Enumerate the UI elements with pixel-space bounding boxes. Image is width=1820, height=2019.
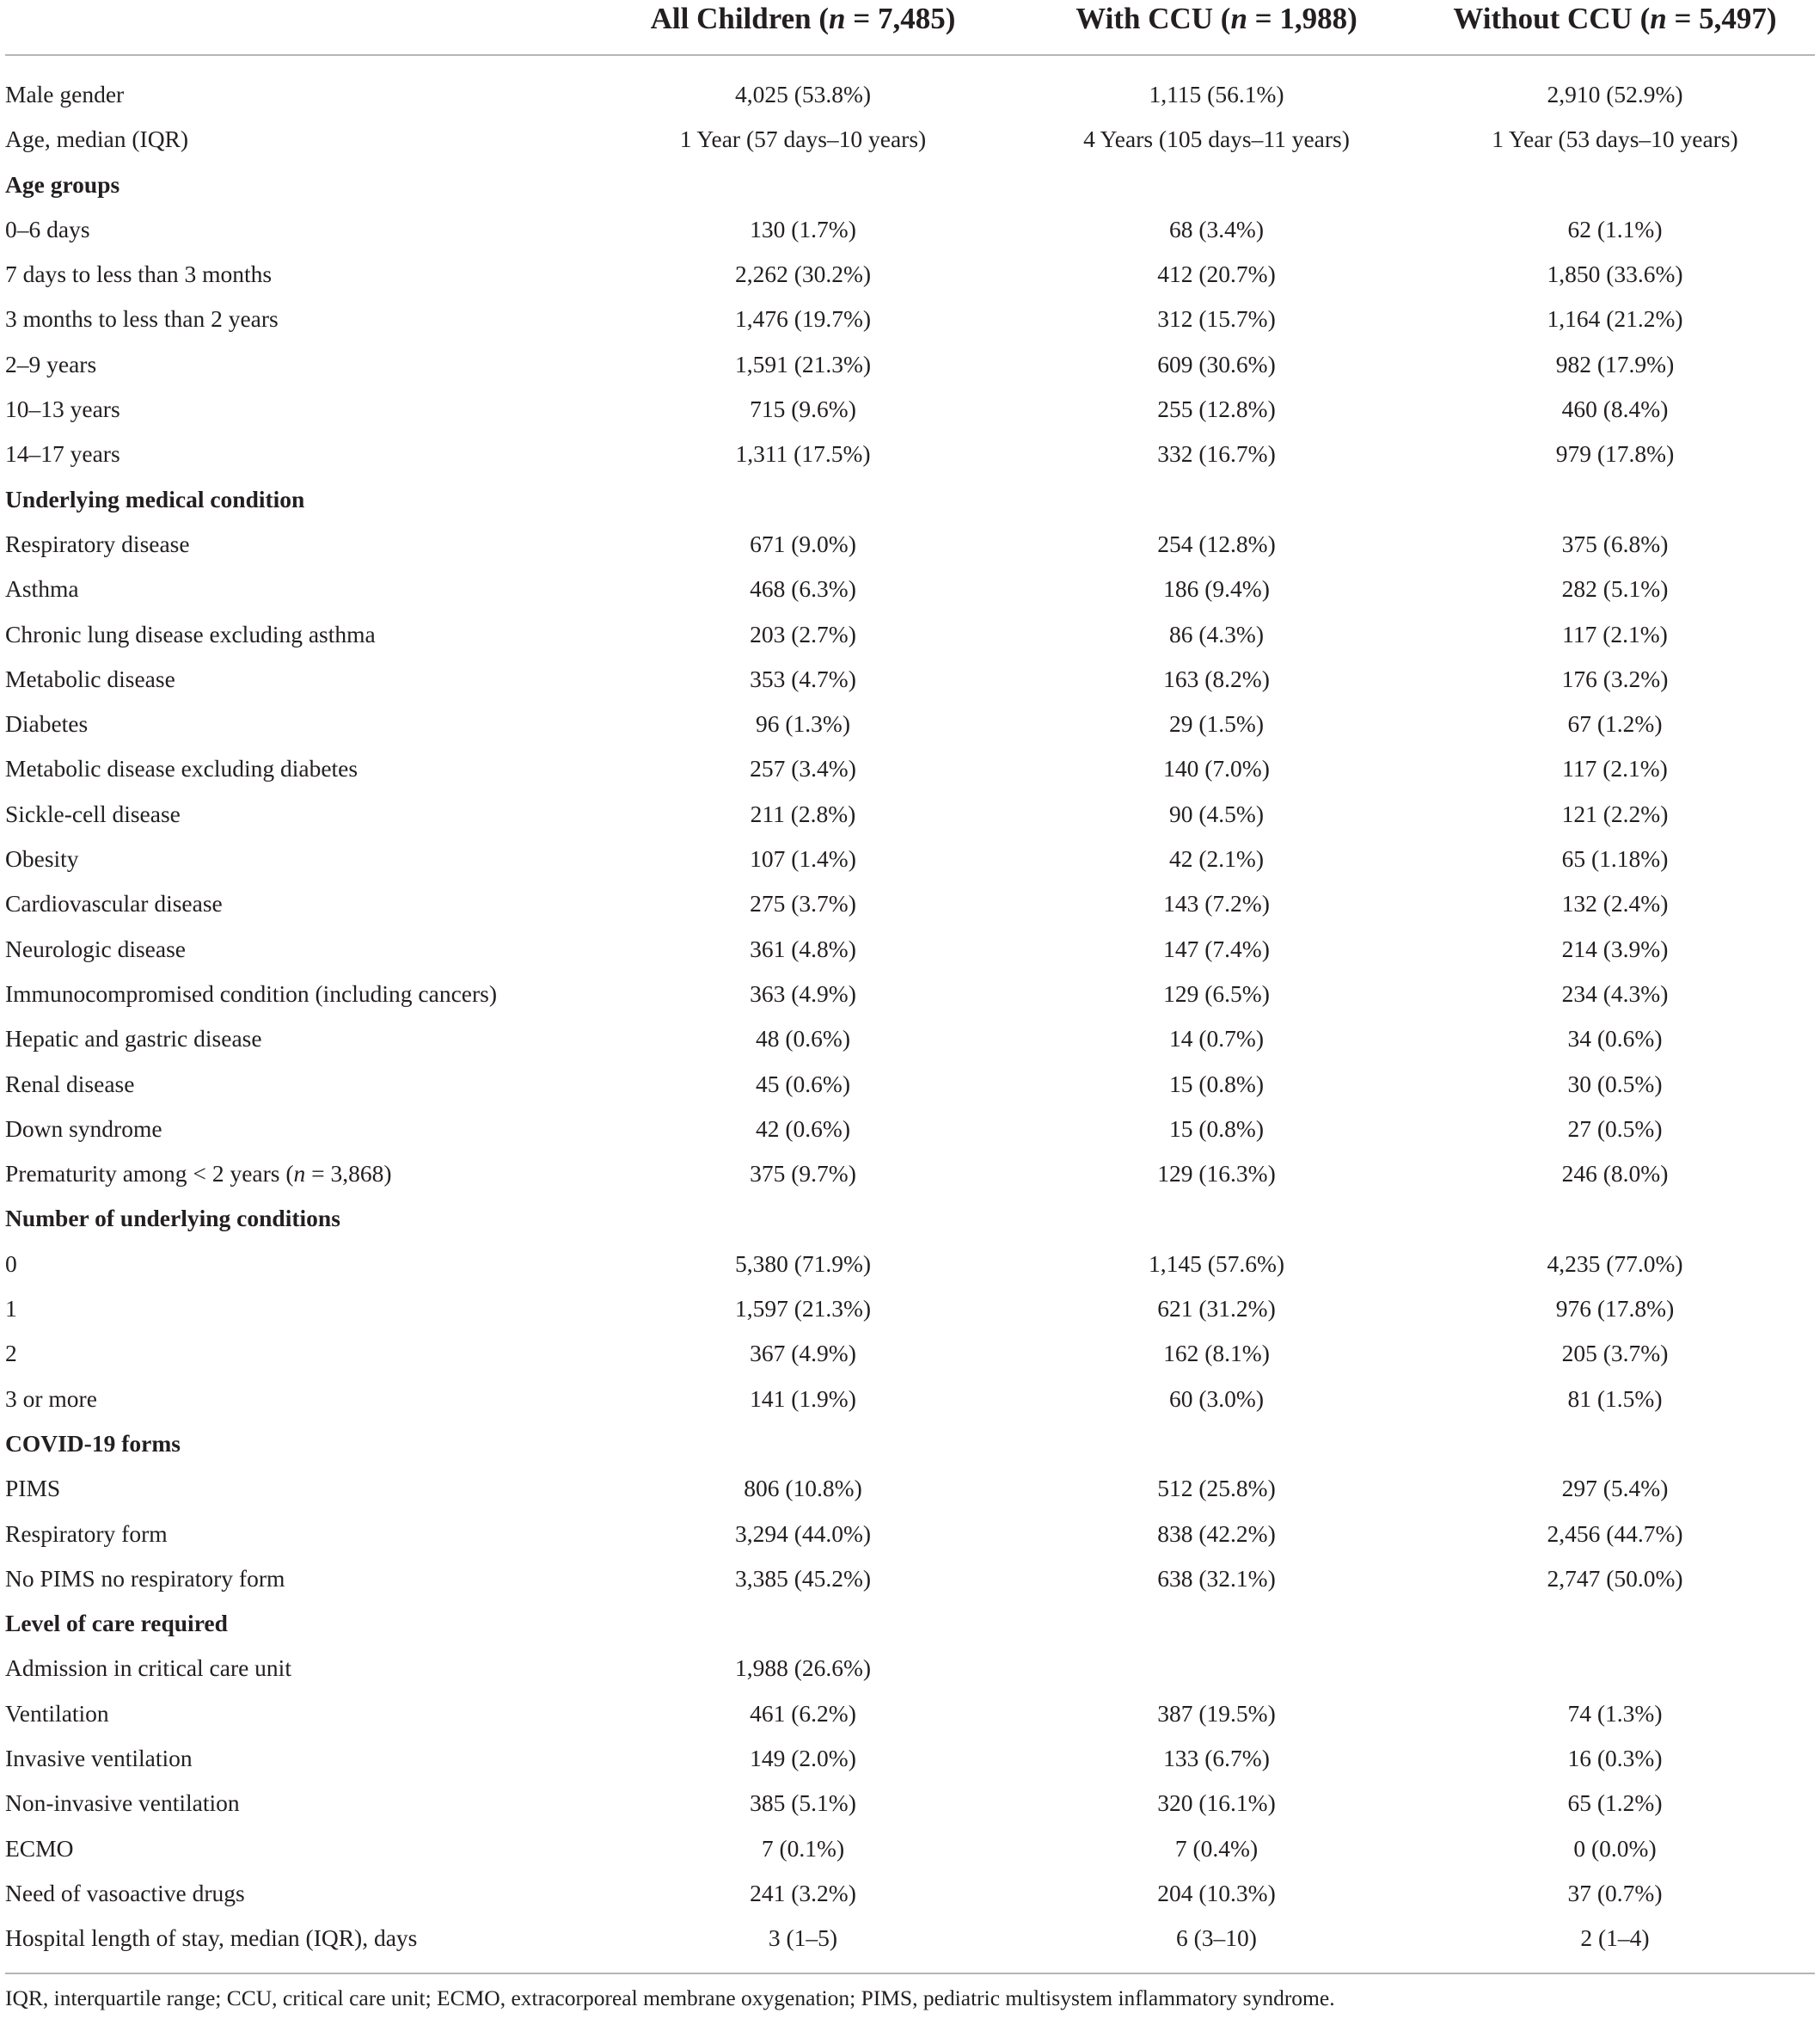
cell-all-children: 375 (9.7%) [750,1160,856,1187]
row-label: 0–6 days [5,215,90,242]
cell-without-ccu: 2,747 (50.0%) [1547,1564,1683,1592]
row-label: Metabolic disease excluding diabetes [5,755,358,782]
table-row [0,432,1820,476]
table-row [0,1242,1820,1286]
cell-without-ccu: 2,456 (44.7%) [1547,1519,1683,1547]
row-label: Sickle-cell disease [5,800,181,827]
cell-with-ccu: 68 (3.4%) [1169,215,1264,242]
cell-with-ccu: 86 (4.3%) [1169,620,1264,647]
cell-with-ccu: 60 (3.0%) [1169,1384,1264,1412]
cell-without-ccu: 117 (2.1%) [1562,755,1668,782]
cell-with-ccu: 332 (16.7%) [1157,440,1276,468]
table-row [0,342,1820,387]
section-label: Underlying medical condition [5,485,305,512]
table-body [0,72,1820,1961]
table-row [0,117,1820,162]
table-row [0,1466,1820,1511]
cell-all-children: 4,025 (53.8%) [734,81,872,107]
cell-all-children: 1,597 (21.3%) [734,1295,872,1322]
cell-all-children: 149 (2.0%) [750,1744,856,1771]
cell-with-ccu: 14 (0.7%) [1169,1025,1264,1052]
cell-without-ccu: 375 (6.8%) [1561,530,1669,557]
table-row [0,207,1820,252]
cell-all-children: 257 (3.4%) [750,755,856,782]
cell-all-children: 468 (6.3%) [750,575,856,603]
cell-all-children: 96 (1.3%) [756,710,850,738]
table-row [0,792,1820,837]
cell-with-ccu: 320 (16.1%) [1157,1789,1276,1817]
row-label: Cardiovascular disease [5,890,223,917]
cell-all-children: 671 (9.0%) [750,530,856,557]
table-row [0,746,1820,791]
row-label: 14–17 years [5,440,120,468]
cell-without-ccu: 65 (1.18%) [1561,845,1669,873]
cell-all-children: 1,988 (26.6%) [734,1654,872,1682]
row-label: Diabetes [5,710,89,738]
table-row [0,1781,1820,1826]
row-label: Age, median (IQR) [5,126,189,153]
table-row [0,837,1820,881]
header-all-children: All Children (n = 7,485) [650,2,956,35]
row-label: Non-invasive ventilation [5,1789,240,1817]
row-label: No PIMS no respiratory form [5,1564,285,1592]
table-row [0,1826,1820,1871]
section-label: Age groups [5,170,120,198]
cell-with-ccu: 186 (9.4%) [1163,575,1270,603]
section-header-row [0,477,1820,522]
table-row [0,1646,1820,1691]
cell-with-ccu: 140 (7.0%) [1163,755,1270,782]
table-row [0,387,1820,432]
cell-with-ccu: 838 (42.2%) [1157,1519,1276,1547]
header-with-ccu: With CCU (n = 1,988) [1075,2,1357,35]
cell-without-ccu: 979 (17.8%) [1555,440,1675,468]
cell-with-ccu: 387 (19.5%) [1157,1699,1276,1727]
table-row [0,522,1820,567]
cell-all-children: 353 (4.7%) [750,665,856,692]
row-label: 3 or more [5,1384,97,1412]
cell-with-ccu: 621 (31.2%) [1157,1295,1276,1322]
cell-all-children: 385 (5.1%) [750,1789,856,1817]
table-row [0,1691,1820,1736]
cell-without-ccu: 214 (3.9%) [1561,935,1669,962]
cell-without-ccu: 1 Year (53 days–10 years) [1492,126,1738,153]
cell-without-ccu: 4,235 (77.0%) [1547,1249,1683,1277]
cell-all-children: 3 (1–5) [768,1924,838,1952]
table-row [0,1286,1820,1331]
table-row [0,297,1820,341]
row-label: Invasive ventilation [5,1744,193,1771]
row-label: 1 [5,1295,17,1322]
cell-without-ccu: 205 (3.7%) [1561,1340,1669,1367]
cell-all-children: 461 (6.2%) [750,1699,856,1727]
cell-with-ccu: 129 (16.3%) [1157,1160,1276,1187]
cell-all-children: 275 (3.7%) [750,890,856,917]
row-label: Admission in critical care unit [5,1654,291,1682]
cell-all-children: 361 (4.8%) [750,935,856,962]
row-label: Obesity [5,845,79,873]
cell-without-ccu: 2,910 (52.9%) [1547,81,1683,107]
footer-rule [5,1973,1815,1974]
cell-all-children: 45 (0.6%) [756,1070,850,1097]
cell-without-ccu: 30 (0.5%) [1567,1070,1663,1097]
row-label: Hospital length of stay, median (IQR), days [5,1924,418,1952]
row-label: Immunocompromised condition (including cancers) [5,979,498,1007]
cell-all-children: 203 (2.7%) [750,620,856,647]
cell-with-ccu: 255 (12.8%) [1157,396,1276,423]
table-row [0,1377,1820,1421]
cell-without-ccu: 976 (17.8%) [1555,1295,1675,1322]
section-header-row [0,1196,1820,1241]
cell-without-ccu: 34 (0.6%) [1567,1025,1663,1052]
row-label: Respiratory form [5,1519,168,1547]
table-row [0,252,1820,297]
table-row [0,881,1820,926]
section-label: Number of underlying conditions [5,1205,340,1232]
cell-all-children: 1 Year (57 days–10 years) [679,126,927,153]
cell-with-ccu: 29 (1.5%) [1169,710,1264,738]
table-row [0,1151,1820,1196]
cell-without-ccu: 65 (1.2%) [1567,1789,1663,1817]
cell-with-ccu: 254 (12.8%) [1157,530,1276,557]
cell-with-ccu: 147 (7.4%) [1163,935,1270,962]
table-row [0,1512,1820,1556]
row-label: ECMO [5,1834,74,1862]
cell-without-ccu: 234 (4.3%) [1561,979,1669,1007]
row-label: Asthma [5,575,79,603]
cell-without-ccu: 297 (5.4%) [1561,1475,1669,1502]
header-rule [5,54,1815,56]
cell-without-ccu: 460 (8.4%) [1561,396,1669,423]
table-row [0,1916,1820,1961]
row-label: PIMS [5,1475,61,1502]
cell-without-ccu: 1,164 (21.2%) [1547,305,1683,333]
cell-with-ccu: 129 (6.5%) [1163,979,1270,1007]
cell-all-children: 130 (1.7%) [750,215,856,242]
table-row [0,72,1820,117]
cell-with-ccu: 162 (8.1%) [1163,1340,1270,1367]
table-footnote: IQR, interquartile range; CCU, critical care unit; ECMO, extracorporeal membrane oxygenation; PIMS, pediatric multisystem inflammatory syndrome. [5,1985,1335,2010]
row-label: Hepatic and gastric disease [5,1025,262,1052]
section-label: COVID-19 forms [5,1429,181,1457]
table-row [0,1016,1820,1061]
cell-all-children: 715 (9.6%) [750,396,856,423]
table-row [0,702,1820,746]
row-label: 2 [5,1340,17,1367]
table-row [0,1736,1820,1781]
table-row [0,567,1820,611]
table-row [0,1871,1820,1916]
row-label-italic: n [293,1160,306,1187]
cell-all-children: 48 (0.6%) [756,1025,850,1052]
cell-without-ccu: 132 (2.4%) [1561,890,1669,917]
table-header [0,0,1820,55]
row-label: Ventilation [5,1699,109,1727]
section-header-row [0,163,1820,207]
row-label [5,1151,392,1196]
row-label: 10–13 years [5,396,120,423]
cell-with-ccu: 7 (0.4%) [1174,1834,1259,1862]
row-label: 0 [5,1249,17,1277]
cell-without-ccu: 982 (17.9%) [1555,350,1675,377]
cell-all-children: 107 (1.4%) [750,845,856,873]
cell-with-ccu: 90 (4.5%) [1169,800,1264,827]
cell-with-ccu: 609 (30.6%) [1157,350,1276,377]
cell-all-children: 211 (2.8%) [750,800,856,827]
table-row [0,1062,1820,1107]
row-label: Metabolic disease [5,665,175,692]
cell-with-ccu: 512 (25.8%) [1157,1475,1276,1502]
cell-with-ccu: 163 (8.2%) [1163,665,1270,692]
cell-without-ccu: 2 (1–4) [1580,1924,1650,1952]
cell-with-ccu: 143 (7.2%) [1163,890,1270,917]
cell-with-ccu: 1,145 (57.6%) [1148,1249,1285,1277]
cell-all-children: 367 (4.9%) [750,1340,856,1367]
cell-with-ccu: 638 (32.1%) [1157,1564,1276,1592]
table-row [0,657,1820,702]
cell-all-children: 5,380 (71.9%) [734,1249,872,1277]
row-label-text: Prematurity among < 2 years ( [5,1160,294,1187]
cell-all-children: 363 (4.9%) [750,979,856,1007]
row-label: Need of vasoactive drugs [5,1879,245,1906]
table-row [0,612,1820,657]
table-row [0,927,1820,972]
cell-all-children: 7 (0.1%) [761,1834,845,1862]
cell-without-ccu: 74 (1.3%) [1567,1699,1663,1727]
row-label: 2–9 years [5,350,97,377]
cell-with-ccu: 15 (0.8%) [1169,1114,1264,1142]
row-label-suffix: = 3,868) [305,1160,392,1187]
cell-without-ccu: 16 (0.3%) [1567,1744,1663,1771]
cell-all-children: 1,591 (21.3%) [734,350,872,377]
cell-without-ccu: 121 (2.2%) [1561,800,1669,827]
row-label: Down syndrome [5,1114,162,1142]
cell-all-children: 3,385 (45.2%) [734,1564,872,1592]
cell-all-children: 1,311 (17.5%) [735,440,871,468]
header-without-ccu: Without CCU (n = 5,497) [1453,2,1777,35]
cell-with-ccu: 6 (3–10) [1176,1924,1257,1952]
cell-without-ccu: 37 (0.7%) [1567,1879,1663,1906]
table-row [0,1556,1820,1601]
cell-without-ccu: 27 (0.5%) [1567,1114,1663,1142]
table-row [0,1107,1820,1151]
cell-without-ccu: 67 (1.2%) [1567,710,1663,738]
cell-with-ccu: 204 (10.3%) [1157,1879,1276,1906]
cell-without-ccu: 62 (1.1%) [1567,215,1663,242]
cell-without-ccu: 81 (1.5%) [1567,1384,1663,1412]
row-label: Male gender [5,81,125,107]
cell-without-ccu: 1,850 (33.6%) [1547,261,1683,288]
cell-all-children: 42 (0.6%) [756,1114,850,1142]
section-header-row [0,1421,1820,1466]
cell-without-ccu: 282 (5.1%) [1561,575,1669,603]
cell-without-ccu: 0 (0.0%) [1573,1834,1657,1862]
cell-with-ccu: 1,115 (56.1%) [1149,81,1284,107]
cell-all-children: 2,262 (30.2%) [734,261,872,288]
cell-with-ccu: 133 (6.7%) [1163,1744,1270,1771]
table-row [0,1331,1820,1376]
cell-with-ccu: 15 (0.8%) [1169,1070,1264,1097]
cell-without-ccu: 246 (8.0%) [1561,1160,1669,1187]
cell-without-ccu: 117 (2.1%) [1562,620,1668,647]
cell-all-children: 806 (10.8%) [744,1475,862,1502]
cell-with-ccu: 42 (2.1%) [1169,845,1264,873]
cell-all-children: 141 (1.9%) [750,1384,856,1412]
cell-all-children: 3,294 (44.0%) [734,1519,872,1547]
row-label: Respiratory disease [5,530,190,557]
cell-with-ccu: 4 Years (105 days–11 years) [1083,126,1350,153]
row-label: Renal disease [5,1070,135,1097]
cell-without-ccu: 176 (3.2%) [1561,665,1669,692]
section-label: Level of care required [5,1610,228,1637]
section-header-row [0,1601,1820,1646]
cell-all-children: 1,476 (19.7%) [734,305,872,333]
row-label: Neurologic disease [5,935,186,962]
cell-all-children: 241 (3.2%) [750,1879,856,1906]
table-row [0,972,1820,1016]
row-label: Chronic lung disease excluding asthma [5,620,376,647]
cell-with-ccu: 412 (20.7%) [1157,261,1276,288]
row-label: 3 months to less than 2 years [5,305,279,333]
row-label: 7 days to less than 3 months [5,261,273,288]
cell-with-ccu: 312 (15.7%) [1157,305,1276,333]
